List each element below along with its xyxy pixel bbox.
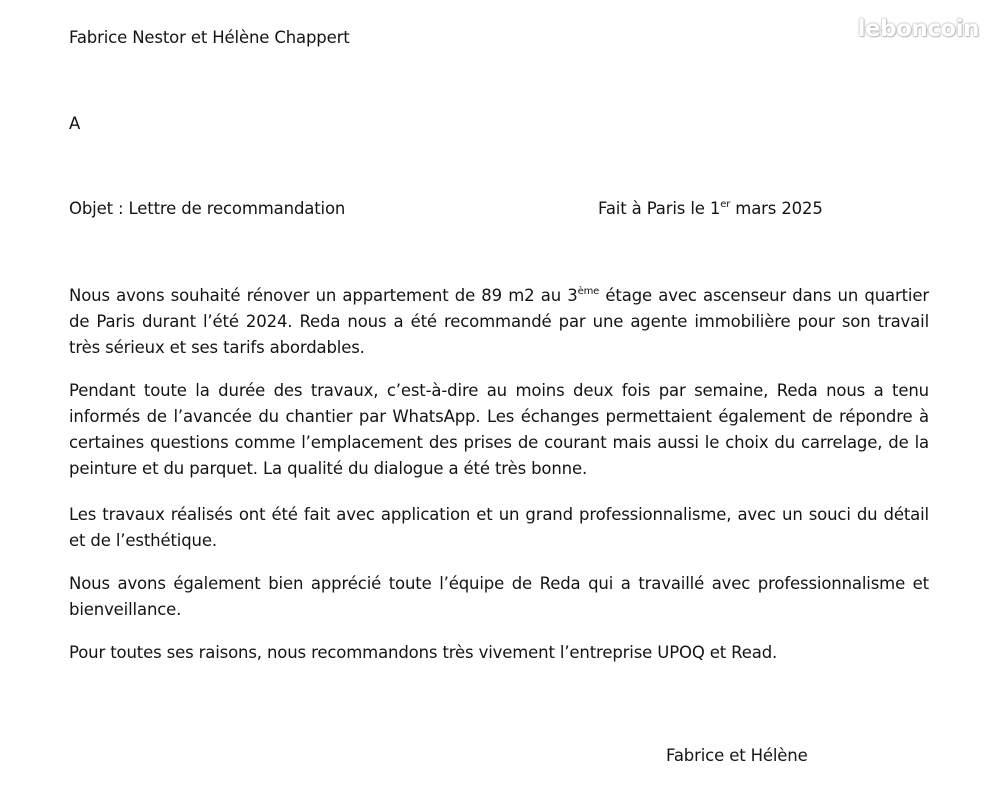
date-superscript: er xyxy=(720,198,731,210)
paragraph-3: Les travaux réalisés ont été fait avec application et un grand professionnalisme, avec un souci du détail et de l’esthétique. xyxy=(69,505,929,550)
paragraph-2: Pendant toute la durée des travaux, c’est-à-dire au moins deux fois par semaine, Reda nous a tenu informés de l’avancée du chantier par WhatsApp. Les échanges permettaient également de répondre à certaines questions comme l’emplacement des prises de courant mais aussi le choix du carrelage, de la peinture et du parquet. La qualité du dialogue a été très bonne. xyxy=(69,381,929,478)
date-suffix: mars 2025 xyxy=(730,199,823,218)
recipient-line: A xyxy=(69,114,81,133)
paragraph-1-part2: étage avec ascenseur dans un quartier de Paris durant l’été 2024. Reda nous a été recommandé par une agente immobilière pour son travail très sérieux et ses tarifs abordables. xyxy=(69,286,929,357)
paragraph-4: Nous avons également bien apprécié toute l’équipe de Reda qui a travaillé avec professionnalisme et bienveillance. xyxy=(69,574,929,619)
date-prefix: Fait à Paris le 1 xyxy=(598,199,721,218)
paragraph-1-superscript: ème xyxy=(577,285,600,297)
signature: Fabrice et Hélène xyxy=(666,746,808,765)
subject-line: Objet : Lettre de recommandation xyxy=(69,199,346,218)
paragraph-5: Pour toutes ses raisons, nous recommandons très vivement l’entreprise UPOQ et Read. xyxy=(69,643,778,662)
date-line xyxy=(598,199,823,218)
paragraph-1-part1: Nous avons souhaité rénover un appartement de 89 m2 au 3 xyxy=(69,286,578,305)
sender-name: Fabrice Nestor et Hélène Chappert xyxy=(69,28,350,47)
leboncoin-watermark: leboncoin xyxy=(857,16,979,42)
paragraph-1 xyxy=(69,283,929,361)
